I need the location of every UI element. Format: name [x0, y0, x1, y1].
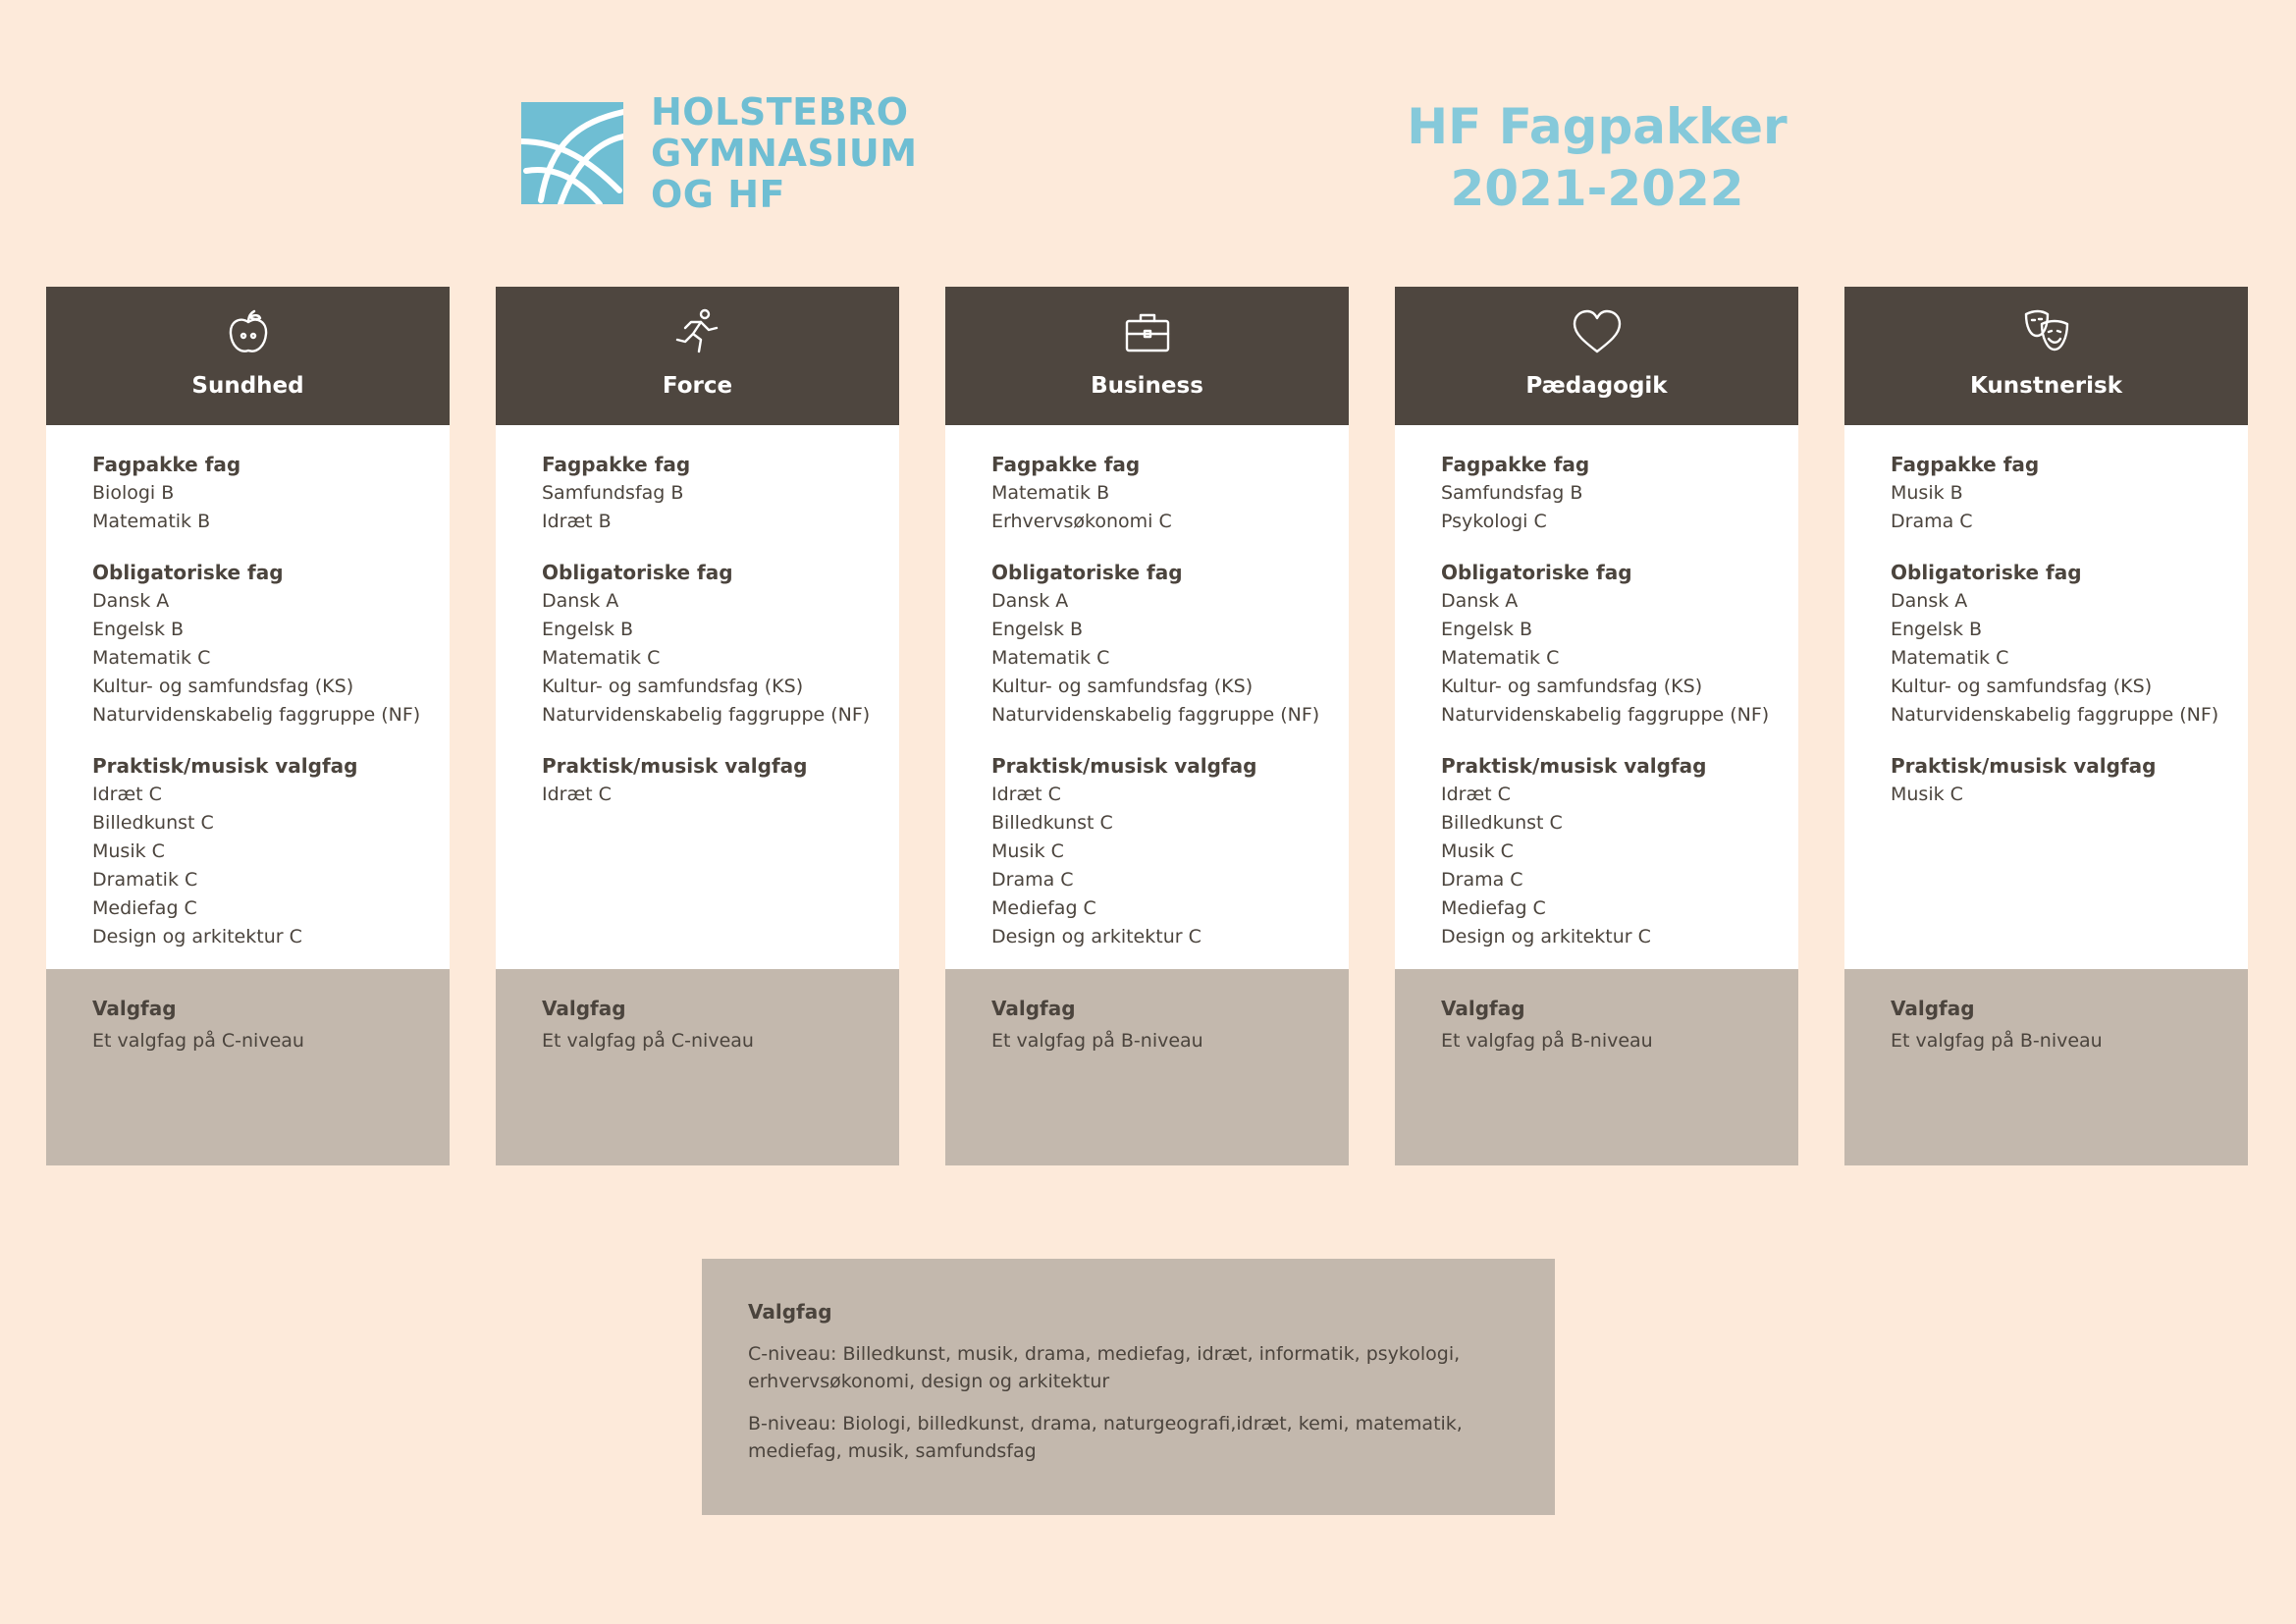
logo-wordmark [651, 91, 918, 215]
subject-item: Drama C [1891, 511, 1973, 532]
subject-item: Musik C [1441, 840, 1514, 862]
package-subjects [1844, 425, 2248, 969]
subject-item: Matematik C [542, 647, 661, 669]
subject-item: Psykologi C [1441, 511, 1547, 532]
subject-item: Naturvidenskabelig faggruppe (NF) [991, 704, 1320, 726]
elective-title: Valgfag [1891, 997, 1975, 1020]
subject-item: Drama C [991, 869, 1074, 891]
page-title [1345, 96, 1849, 220]
subject-item: Kultur- og samfundsfag (KS) [92, 676, 354, 697]
subject-section [542, 752, 899, 809]
section-title: Praktisk/musisk valgfag [92, 754, 358, 778]
runner-icon [671, 306, 724, 359]
package-card [1395, 287, 1798, 1165]
subject-item: Design og arkitektur C [92, 926, 302, 947]
section-title: Praktisk/musisk valgfag [1441, 754, 1707, 778]
subject-section [1891, 451, 2248, 536]
subject-section [1891, 559, 2248, 730]
subject-item: Drama C [1441, 869, 1523, 891]
elective-text: Et valgfag på B-niveau [991, 1030, 1203, 1052]
subject-section [1441, 451, 1798, 536]
subject-item: Naturvidenskabelig faggruppe (NF) [92, 704, 421, 726]
subject-item: Dansk A [1891, 590, 1968, 612]
package-header [46, 287, 450, 425]
subject-item: Billedkunst C [92, 812, 214, 834]
section-title: Fagpakke fag [1891, 453, 2040, 476]
package-card [1844, 287, 2248, 1165]
subject-section [92, 752, 450, 951]
package-title: Kunstnerisk [1969, 373, 2123, 399]
subject-item: Idræt C [1441, 784, 1511, 805]
subject-item: Design og arkitektur C [991, 926, 1201, 947]
subject-item: Idræt B [542, 511, 612, 532]
logo-line-3: OG HF [651, 173, 785, 216]
package-elective [496, 969, 899, 1165]
briefcase-icon [1121, 306, 1174, 359]
subject-section [92, 559, 450, 730]
section-title: Fagpakke fag [1441, 453, 1590, 476]
subject-item: Naturvidenskabelig faggruppe (NF) [1891, 704, 2219, 726]
subject-item: Dansk A [542, 590, 619, 612]
subject-item: Dansk A [1441, 590, 1519, 612]
elective-text: Et valgfag på C-niveau [92, 1030, 304, 1052]
package-title: Force [662, 373, 733, 399]
section-title: Fagpakke fag [92, 453, 241, 476]
subject-item: Matematik C [92, 647, 211, 669]
subject-item: Engelsk B [1891, 619, 1983, 640]
subject-section [542, 451, 899, 536]
summary-title: Valgfag [748, 1300, 832, 1324]
package-card [46, 287, 450, 1165]
package-header [496, 287, 899, 425]
subject-item: Musik C [991, 840, 1064, 862]
package-title: Sundhed [191, 373, 304, 399]
subject-item: Matematik C [1891, 647, 2009, 669]
package-header [945, 287, 1349, 425]
subject-section [991, 451, 1349, 536]
elective-text: Et valgfag på B-niveau [1441, 1030, 1653, 1052]
package-elective [1395, 969, 1798, 1165]
package-title: Business [1091, 373, 1203, 399]
subject-item: Dansk A [991, 590, 1069, 612]
elective-title: Valgfag [92, 997, 177, 1020]
subject-item: Engelsk B [991, 619, 1084, 640]
subject-item: Dansk A [92, 590, 170, 612]
package-elective [46, 969, 450, 1165]
subject-section [92, 451, 450, 536]
subject-item: Idræt C [92, 784, 162, 805]
subject-item: Mediefag C [92, 897, 197, 919]
theater-masks-icon [2020, 306, 2073, 359]
logo-line-2: GYMNASIUM [651, 132, 918, 175]
package-header [1844, 287, 2248, 425]
subject-section [991, 752, 1349, 951]
subject-item: Mediefag C [991, 897, 1096, 919]
package-subjects [1395, 425, 1798, 969]
page-title-line-1: HF Fagpakker [1407, 98, 1788, 155]
subject-item: Idræt C [991, 784, 1061, 805]
package-card [496, 287, 899, 1165]
section-title: Obligatoriske fag [92, 561, 284, 584]
subject-section [991, 559, 1349, 730]
subject-item: Idræt C [542, 784, 612, 805]
subject-item: Matematik C [1441, 647, 1560, 669]
elective-title: Valgfag [991, 997, 1076, 1020]
section-title: Fagpakke fag [542, 453, 691, 476]
elective-title: Valgfag [1441, 997, 1525, 1020]
subject-item: Matematik C [991, 647, 1110, 669]
package-elective [945, 969, 1349, 1165]
logo-line-1: HOLSTEBRO [651, 90, 909, 134]
subject-section [1891, 752, 2248, 809]
heart-icon [1571, 306, 1624, 359]
page-title-line-2: 2021-2022 [1450, 160, 1744, 217]
subject-item: Design og arkitektur C [1441, 926, 1651, 947]
package-header [1395, 287, 1798, 425]
subject-item: Kultur- og samfundsfag (KS) [991, 676, 1254, 697]
package-card [945, 287, 1349, 1165]
section-title: Praktisk/musisk valgfag [1891, 754, 2157, 778]
subject-item: Naturvidenskabelig faggruppe (NF) [542, 704, 871, 726]
elective-text: Et valgfag på B-niveau [1891, 1030, 2103, 1052]
subject-item: Musik C [92, 840, 165, 862]
section-title: Obligatoriske fag [542, 561, 733, 584]
subject-item: Musik B [1891, 482, 1963, 504]
subject-item: Naturvidenskabelig faggruppe (NF) [1441, 704, 1770, 726]
section-title: Obligatoriske fag [1441, 561, 1632, 584]
subject-item: Billedkunst C [991, 812, 1113, 834]
subject-section [1441, 752, 1798, 951]
subject-item: Engelsk B [92, 619, 185, 640]
subject-item: Matematik B [991, 482, 1110, 504]
section-title: Praktisk/musisk valgfag [542, 754, 808, 778]
package-columns [46, 287, 2248, 1165]
subject-item: Biologi B [92, 482, 175, 504]
subject-item: Kultur- og samfundsfag (KS) [542, 676, 804, 697]
summary-c-level: C-niveau: Billedkunst, musik, drama, mediefag, idræt, informatik, psykologi, erhvervsøkonomi, design og arkitektur [748, 1343, 1461, 1392]
logo-emblem-icon [521, 102, 623, 204]
subject-item: Billedkunst C [1441, 812, 1563, 834]
apple-icon [222, 306, 275, 359]
subject-item: Samfundsfag B [1441, 482, 1583, 504]
elective-title: Valgfag [542, 997, 626, 1020]
section-title: Praktisk/musisk valgfag [991, 754, 1257, 778]
elective-text: Et valgfag på C-niveau [542, 1030, 754, 1052]
subject-item: Kultur- og samfundsfag (KS) [1891, 676, 2153, 697]
section-title: Obligatoriske fag [991, 561, 1183, 584]
subject-item: Engelsk B [1441, 619, 1533, 640]
school-logo [521, 91, 918, 215]
subject-item: Matematik B [92, 511, 211, 532]
package-subjects [945, 425, 1349, 969]
subject-item: Kultur- og samfundsfag (KS) [1441, 676, 1703, 697]
package-elective [1844, 969, 2248, 1165]
subject-item: Dramatik C [92, 869, 198, 891]
subject-item: Samfundsfag B [542, 482, 684, 504]
section-title: Obligatoriske fag [1891, 561, 2082, 584]
subject-section [542, 559, 899, 730]
subject-item: Erhvervsøkonomi C [991, 511, 1172, 532]
package-subjects [496, 425, 899, 969]
electives-summary-box [702, 1259, 1555, 1515]
package-subjects [46, 425, 450, 969]
summary-b-level: B-niveau: Biologi, billedkunst, drama, naturgeografi,idræt, kemi, matematik, mediefag, musik, samfundsfag [748, 1413, 1463, 1462]
subject-item: Engelsk B [542, 619, 634, 640]
subject-item: Musik C [1891, 784, 1963, 805]
section-title: Fagpakke fag [991, 453, 1141, 476]
subject-item: Mediefag C [1441, 897, 1546, 919]
subject-section [1441, 559, 1798, 730]
package-title: Pædagogik [1525, 373, 1668, 399]
